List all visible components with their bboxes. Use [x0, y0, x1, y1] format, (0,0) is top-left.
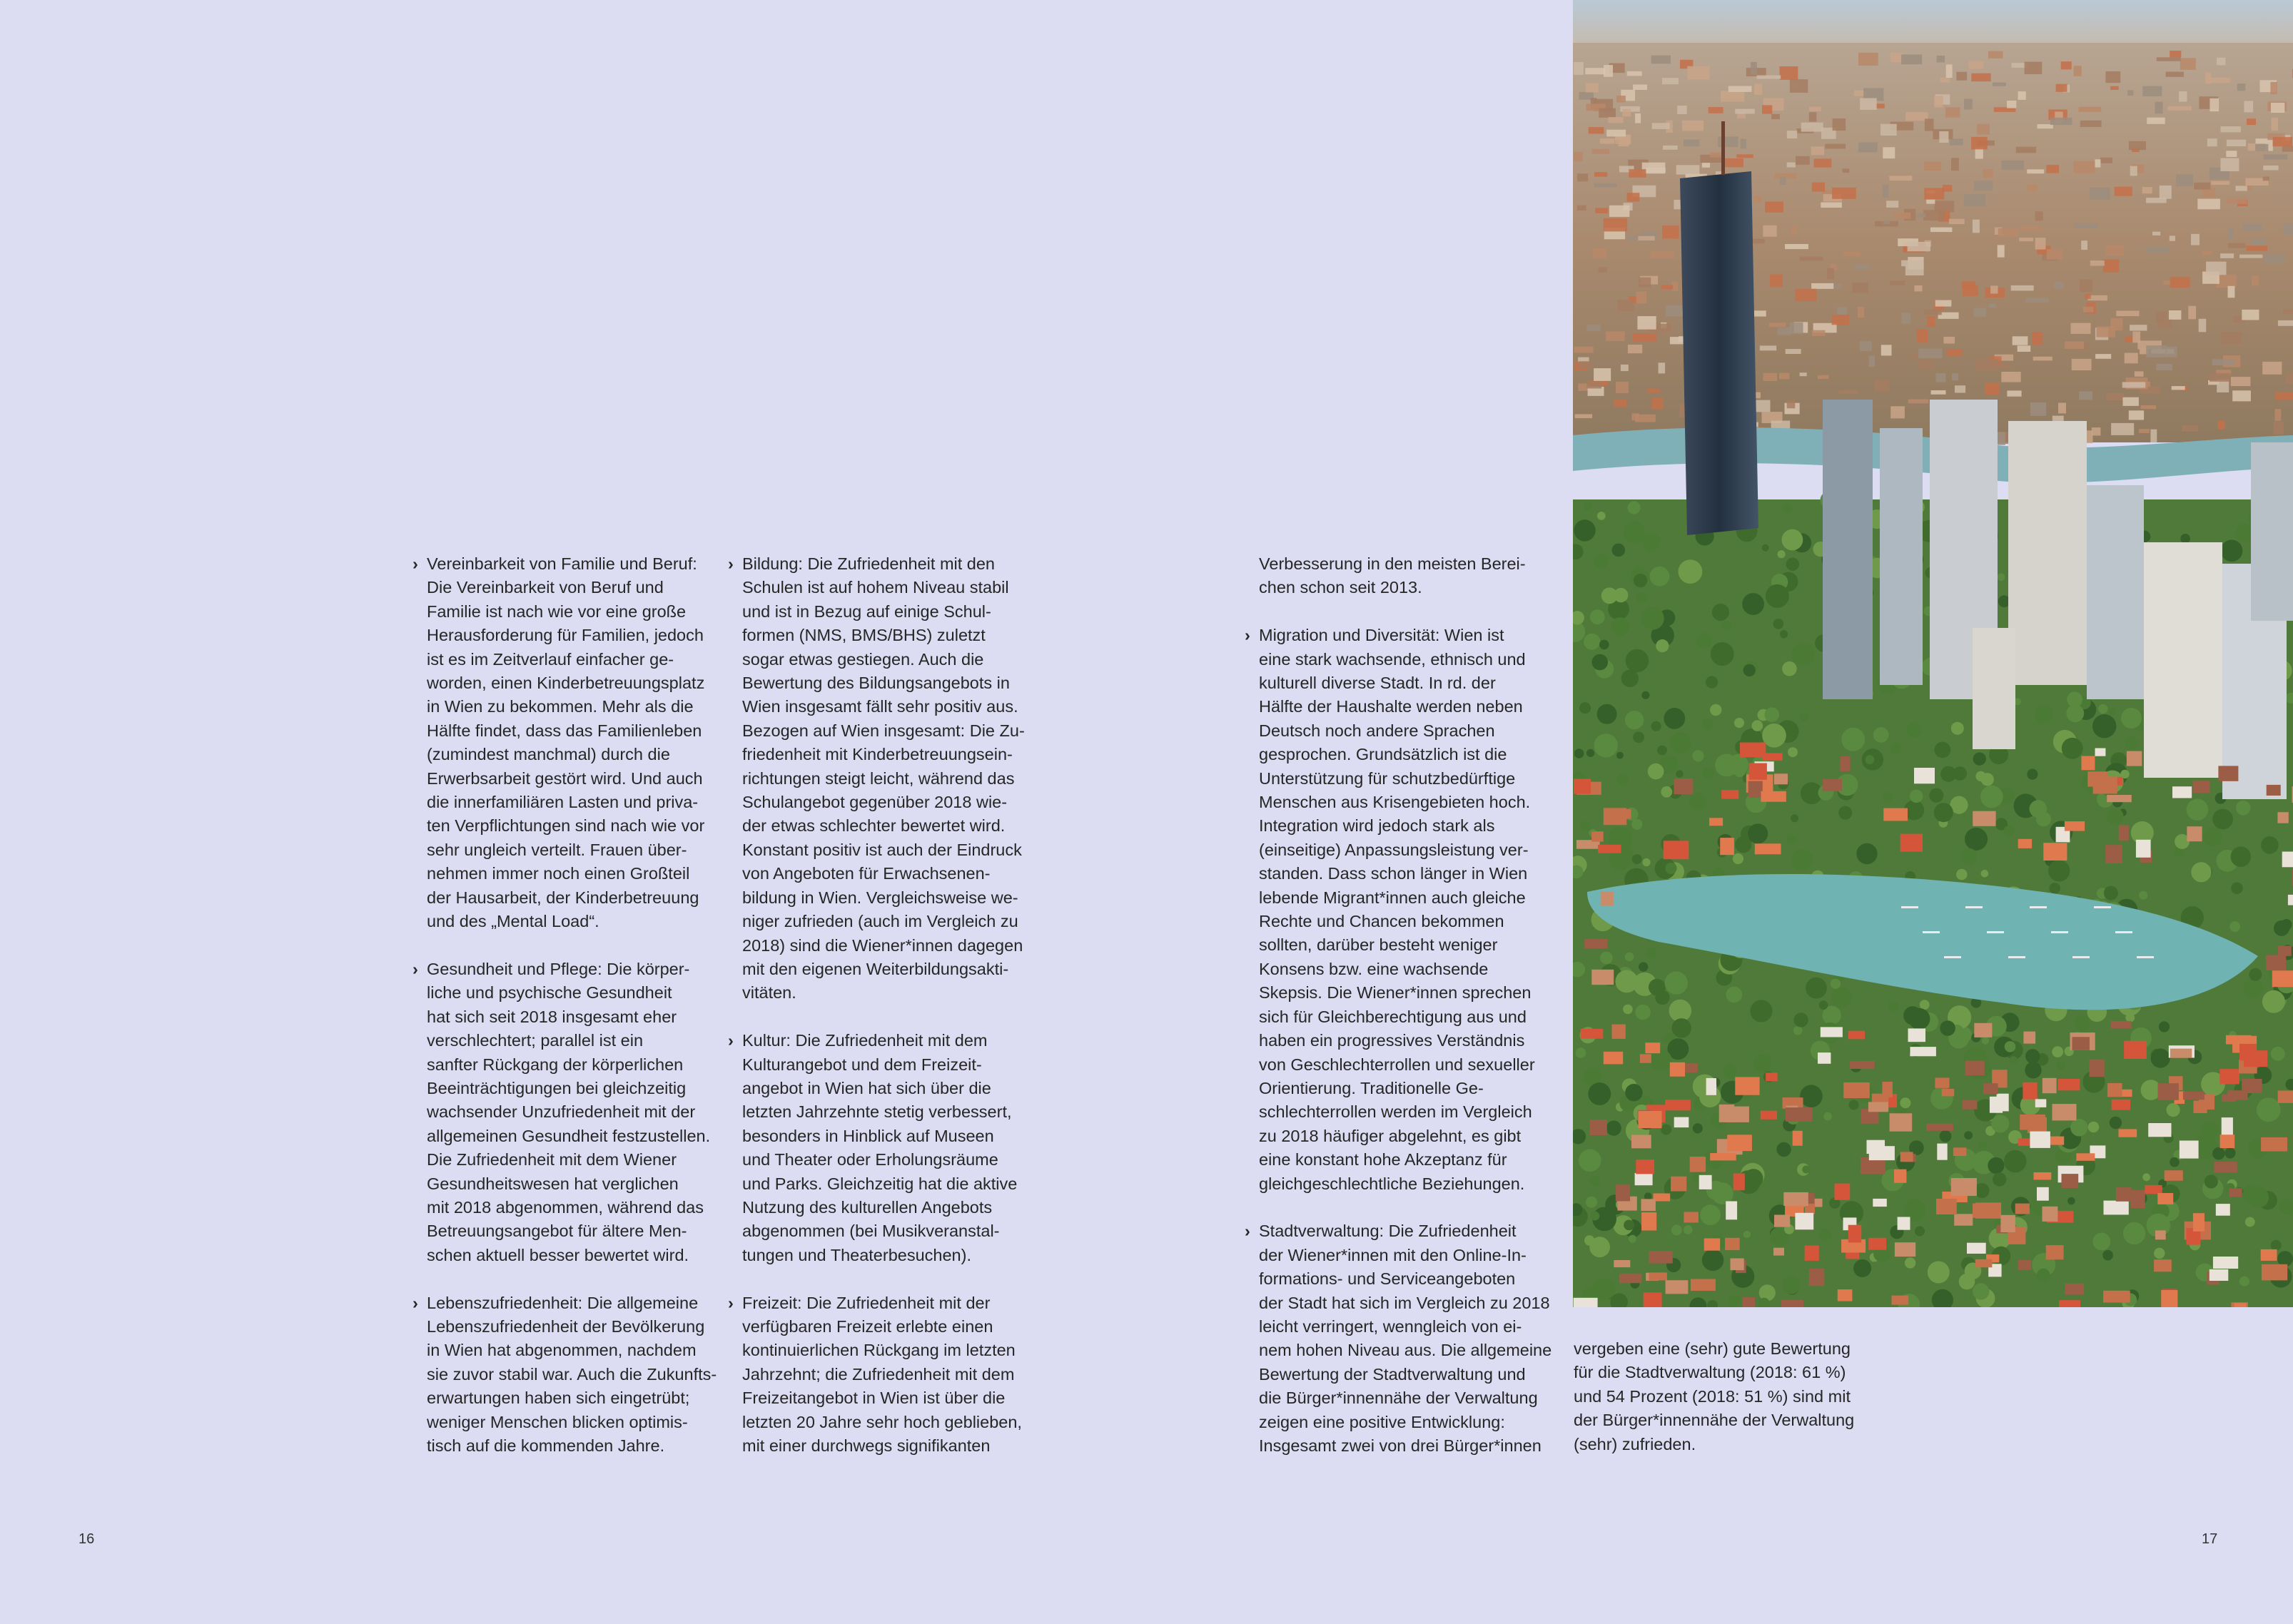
- text-line: › Bildung: Die Zufriedenheit mit den: [742, 554, 996, 573]
- text-line: und Theater oder Erholungsräume: [742, 1150, 998, 1169]
- text-line: von Geschlechterrollen und sexueller: [1259, 1055, 1535, 1074]
- text-line: von Angeboten für Erwachsenen-: [742, 864, 991, 883]
- paragraph-leisure: [728, 1291, 1042, 1458]
- photo-city: [1573, 43, 2293, 442]
- text-line: mit einer durchwegs signifikanten: [742, 1436, 991, 1455]
- paragraph-city-administration-continued: [1574, 1337, 1888, 1456]
- paragraph-family-work: [412, 552, 727, 934]
- text-line: (zumindest manchmal) durch die: [427, 745, 670, 764]
- text-line: Beeinträchtigungen bei gleichzeitig: [427, 1078, 687, 1097]
- text-line: zeigen eine positive Entwicklung:: [1259, 1412, 1505, 1431]
- text-line: sehr ungleich verteilt. Frauen über-: [427, 840, 687, 859]
- text-line: haben ein progressives Verständnis: [1259, 1031, 1525, 1050]
- text-line: Erwerbsarbeit gestört wird. Und auch: [427, 768, 703, 788]
- text-line: (einseitige) Anpassungsleistung ver-: [1259, 840, 1529, 859]
- text-line: und des „Mental Load“.: [427, 912, 599, 931]
- text-line: Hälfte der Haushalte werden neben: [1259, 697, 1523, 716]
- text-line: Wien insgesamt fällt sehr positiv aus.: [742, 697, 1018, 716]
- text-line: Orientierung. Traditionelle Ge-: [1259, 1078, 1484, 1097]
- text-line: besonders in Hinblick auf Museen: [742, 1126, 994, 1145]
- text-line: weniger Menschen blicken optimis-: [427, 1412, 688, 1431]
- text-line: richtungen steigt leicht, während das: [742, 768, 1015, 788]
- text-line: Bewertung des Bildungsangebots in: [742, 674, 1010, 693]
- text-line: verfügbaren Freizeit erlebte einen: [742, 1316, 993, 1336]
- text-line: bildung in Wien. Vergleichsweise we-: [742, 888, 1018, 907]
- page-number-right: 17: [2202, 1531, 2218, 1547]
- text-line: sich für Gleichberechtigung aus und: [1259, 1007, 1527, 1026]
- text-line: niger zufrieden (auch im Vergleich zu: [742, 912, 1018, 931]
- text-line: allgemeinen Gesundheit festzustellen.: [427, 1126, 711, 1145]
- text-line: hat sich seit 2018 insgesamt eher: [427, 1007, 677, 1026]
- text-line: Schulangebot gegenüber 2018 wie-: [742, 793, 1008, 812]
- text-line: › Freizeit: Die Zufriedenheit mit der: [742, 1293, 991, 1312]
- text-line: › Gesundheit und Pflege: Die körper-: [427, 959, 690, 978]
- text-line: › Vereinbarkeit von Familie und Beruf:: [427, 554, 697, 573]
- text-line: vitäten.: [742, 983, 796, 1003]
- text-line: angebot in Wien hat sich über die: [742, 1078, 991, 1097]
- text-line: Gesundheitswesen hat verglichen: [427, 1174, 679, 1193]
- text-line: Integration wird jedoch stark als: [1259, 816, 1495, 836]
- text-line: Bezogen auf Wien insgesamt: Die Zu-: [742, 721, 1025, 740]
- text-line: liche und psychische Gesundheit: [427, 983, 672, 1003]
- text-line: chen schon seit 2013.: [1259, 578, 1422, 597]
- text-line: wachsender Unzufriedenheit mit der: [427, 1102, 696, 1122]
- text-line: Menschen aus Krisengebieten hoch.: [1259, 793, 1531, 812]
- text-line: der etwas schlechter bewertet wird.: [742, 816, 1006, 836]
- text-line: Insgesamt zwei von drei Bürger*innen: [1259, 1436, 1542, 1455]
- text-line: die Bürger*innennähe der Verwaltung: [1259, 1389, 1538, 1408]
- text-line: formations- und Serviceangeboten: [1259, 1269, 1516, 1289]
- photo-dc-tower: [1680, 121, 1758, 535]
- text-line: kulturell diverse Stadt. In rd. der: [1259, 674, 1496, 693]
- text-line: sie zuvor stabil war. Auch die Zukunfts-: [427, 1364, 717, 1384]
- text-line: kontinuierlichen Rückgang im letzten: [742, 1341, 1016, 1360]
- text-line: Lebenszufriedenheit der Bevölkerung: [427, 1316, 705, 1336]
- text-line: Familie ist nach wie vor eine große: [427, 602, 687, 621]
- text-line: in Wien zu bekommen. Mehr als die: [427, 697, 694, 716]
- text-line: standen. Dass schon länger in Wien: [1259, 864, 1528, 883]
- text-line: gesprochen. Grundsätzlich ist die: [1259, 745, 1507, 764]
- text-line: Herausforderung für Familien, jedoch: [427, 626, 704, 645]
- text-line: › Stadtverwaltung: Die Zufriedenheit: [1259, 1222, 1517, 1241]
- text-line: schlechterrollen werden im Vergleich: [1259, 1102, 1532, 1122]
- text-line: Hälfte findet, dass das Familienleben: [427, 721, 702, 740]
- paragraph-leisure-continued: [1245, 552, 1552, 600]
- left-column-2: [728, 552, 1042, 1482]
- text-line: vergeben eine (sehr) gute Bewertung: [1574, 1339, 1851, 1358]
- text-line: sollten, darüber besteht weniger: [1259, 935, 1498, 955]
- text-line: und Parks. Gleichzeitig hat die aktive: [742, 1174, 1018, 1193]
- text-line: leicht verringert, wenngleich von ei-: [1259, 1316, 1522, 1336]
- text-line: der Hausarbeit, der Kinderbetreuung: [427, 888, 699, 907]
- text-line: der Wiener*innen mit den Online-In-: [1259, 1245, 1527, 1264]
- paragraph-culture: [728, 1029, 1042, 1267]
- text-line: Bewertung der Stadtverwaltung und: [1259, 1364, 1526, 1384]
- text-line: gleichgeschlechtliche Beziehungen.: [1259, 1174, 1525, 1193]
- text-line: verschlechtert; parallel ist ein: [427, 1031, 644, 1050]
- left-column-1: [412, 552, 727, 1482]
- page-number-left: 16: [79, 1531, 95, 1547]
- text-line: Die Zufriedenheit mit dem Wiener: [427, 1150, 677, 1169]
- text-line: nehmen immer noch einen Großteil: [427, 864, 690, 883]
- paragraph-life-satisfaction: [412, 1291, 727, 1458]
- text-line: 2018) sind die Wiener*innen dagegen: [742, 935, 1023, 955]
- text-line: formen (NMS, BMS/BHS) zuletzt: [742, 626, 986, 645]
- text-line: Betreuungsangebot für ältere Men-: [427, 1222, 687, 1241]
- text-line: nem hohen Niveau aus. Die allgemeine: [1259, 1341, 1552, 1360]
- text-line: schen aktuell besser bewertet wird.: [427, 1245, 689, 1264]
- paragraph-education: [728, 552, 1042, 1005]
- right-column-1: [1245, 552, 1552, 1482]
- paragraph-city-administration: [1245, 1219, 1552, 1458]
- text-line: mit den eigenen Weiterbildungsakti-: [742, 959, 1009, 978]
- text-line: der Stadt hat sich im Vergleich zu 2018: [1259, 1293, 1550, 1312]
- text-line: Die Vereinbarkeit von Beruf und: [427, 578, 664, 597]
- text-line: für die Stadtverwaltung (2018: 61 %): [1574, 1363, 1846, 1382]
- text-line: › Lebenszufriedenheit: Die allgemeine: [427, 1293, 699, 1312]
- paragraph-migration-diversity: [1245, 624, 1552, 1196]
- text-line: ten Verpflichtungen sind nach wie vor: [427, 816, 705, 836]
- text-line: Jahrzehnt; die Zufriedenheit mit dem: [742, 1364, 1015, 1384]
- text-line: eine stark wachsende, ethnisch und: [1259, 649, 1526, 669]
- text-line: ist es im Zeitverlauf einfacher ge-: [427, 649, 674, 669]
- text-line: Skepsis. Die Wiener*innen sprechen: [1259, 983, 1532, 1003]
- text-line: in Wien hat abgenommen, nachdem: [427, 1341, 697, 1360]
- text-line: worden, einen Kinderbetreuungsplatz: [427, 674, 705, 693]
- text-line: Rechte und Chancen bekommen: [1259, 912, 1504, 931]
- text-line: (sehr) zufrieden.: [1574, 1434, 1696, 1453]
- text-line: Konstant positiv ist auch der Eindruck: [742, 840, 1022, 859]
- text-line: tisch auf die kommenden Jahre.: [427, 1436, 665, 1455]
- paragraph-health-care: [412, 958, 727, 1267]
- text-line: Deutsch noch andere Sprachen: [1259, 721, 1495, 740]
- text-line: tungen und Theaterbesuchen).: [742, 1245, 971, 1264]
- text-line: lebende Migrant*innen auch gleiche: [1259, 888, 1526, 907]
- text-line: Schulen ist auf hohem Niveau stabil: [742, 578, 1009, 597]
- vienna-aerial-photo: [1573, 0, 2293, 1307]
- text-line: friedenheit mit Kinderbetreuungsein-: [742, 745, 1013, 764]
- text-line: Kulturangebot und dem Freizeit-: [742, 1055, 982, 1074]
- text-line: letzten Jahrzehnte stetig verbessert,: [742, 1102, 1012, 1122]
- text-line: › Migration und Diversität: Wien ist: [1259, 626, 1504, 645]
- text-line: mit 2018 abgenommen, während das: [427, 1197, 704, 1217]
- text-line: Freizeitangebot in Wien ist über die: [742, 1389, 1006, 1408]
- text-line: sogar etwas gestiegen. Auch die: [742, 649, 984, 669]
- text-line: zu 2018 häufiger abgelehnt, es gibt: [1259, 1126, 1522, 1145]
- text-line: der Bürger*innennähe der Verwaltung: [1574, 1411, 1855, 1430]
- right-column-2: [1574, 1337, 1888, 1480]
- text-line: die innerfamiliären Lasten und priva-: [427, 793, 699, 812]
- text-line: und 54 Prozent (2018: 51 %) sind mit: [1574, 1386, 1851, 1406]
- text-line: Konsens bzw. eine wachsende: [1259, 959, 1489, 978]
- text-line: › Kultur: Die Zufriedenheit mit dem: [742, 1031, 988, 1050]
- text-line: letzten 20 Jahre sehr hoch geblieben,: [742, 1412, 1022, 1431]
- text-line: abgenommen (bei Musikveranstal-: [742, 1222, 1000, 1241]
- text-line: Unterstützung für schutzbedürftige: [1259, 768, 1516, 788]
- text-line: eine konstant hohe Akzeptanz für: [1259, 1150, 1507, 1169]
- text-line: Verbesserung in den meisten Berei-: [1259, 554, 1526, 573]
- text-line: und ist in Bezug auf einige Schul-: [742, 602, 991, 621]
- text-line: erwartungen haben sich eingetrübt;: [427, 1389, 690, 1408]
- text-line: Nutzung des kulturellen Angebots: [742, 1197, 993, 1217]
- text-line: sanfter Rückgang der körperlichen: [427, 1055, 684, 1074]
